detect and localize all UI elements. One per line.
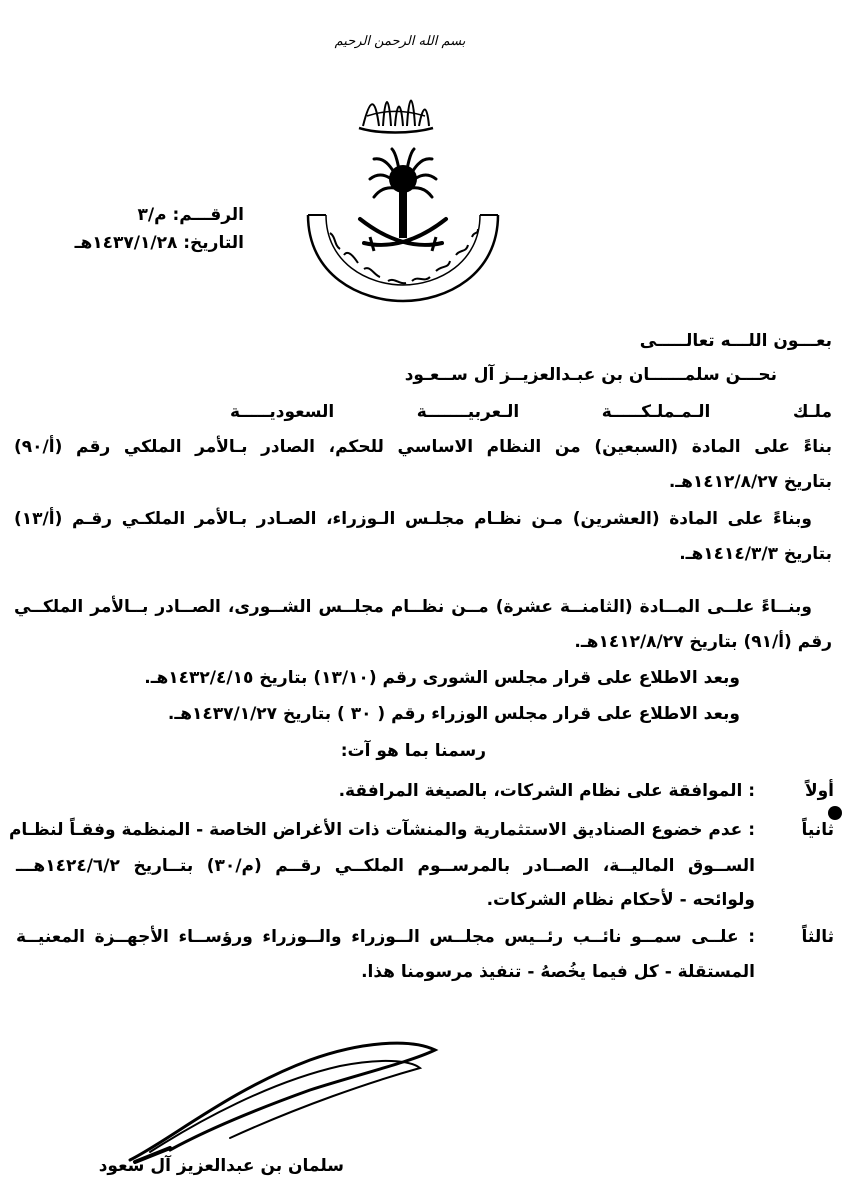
article-2-line-2: الســوق الماليــة، الصــادر بالمرســوم الملكــي رقــم (م/٣٠) بتــاريخ ١٤٢٤/٦/٢هـــ [16,856,755,876]
article-1-text: : الموافقة على نظام الشركات، بالصيغة المرافقة. [338,781,755,801]
article-1-label: أولاً [804,781,834,801]
signatory-name: سلمان بن عبدالعزيز آل سعود [98,1156,344,1176]
article-2-line-1: : عدم خضوع الصناديق الاستثمارية والمنشآت ذات الأغراض الخاصة - المنظمة وفقـاً لنظـام [8,820,755,840]
decree-number: الرقـــم: م/٣ [137,205,244,225]
recital-1-line-2: بتاريخ ١٤١٢/٨/٢٧هـ. [668,472,832,492]
recital-4: وبعد الاطلاع على قرار مجلس الشورى رقم (١٣/١٠) بتاريخ ١٤٣٢/٤/١٥هـ. [144,668,740,688]
handwritten-signature [110,1030,450,1170]
recital-2-line-2: بتاريخ ١٤١٤/٣/٣هـ. [679,544,832,564]
king-title-line: ملـك الـمـملـكـــــة الـعربيـــــــة السعوديـــــة [230,402,832,422]
decree-date: التاريخ: ١٤٣٧/١/٢٨هـ [74,233,244,253]
recital-2-line-1: وبناءً على المادة (العشرين) مـن نظـام مجلـس الـوزراء، الصـادر بـالأمر الملكـي رقـم (أ/١٣) [14,509,812,529]
decree-statement: رسمنا بما هو آت: [340,741,486,761]
kingdom-emblem [300,145,506,305]
basmala: بسم الله الرحمن الرحيم [334,34,466,49]
article-2-line-3: ولوائحه - لأحكام نظام الشركات. [486,890,755,910]
article-2-label: ثانياً [801,820,834,840]
article-3-line-1: : علــى سمــو نائــب رئــيس مجلــس الــوزراء والــوزراء ورؤســاء الأجهــزة المعنيــة [16,927,755,947]
recital-5: وبعد الاطلاع على قرار مجلس الوزراء رقم ( ٣٠ ) بتاريخ ١٤٣٧/١/٢٧هـ. [167,704,740,724]
recital-3-line-2: رقم (أ/٩١) بتاريخ ١٤١٢/٨/٢٧هـ. [574,632,832,652]
recital-1-line-1: بناءً على المادة (السبعين) من النظام الاساسي للحكم، الصادر بـالأمر الملكي رقم (أ/٩٠) [14,437,832,457]
invocation-line: بعـــون اللـــه تعالـــــى [639,331,832,351]
recital-3-line-1: وبنــاءً علــى المــادة (الثامنــة عشرة) مــن نظــام مجلــس الشــورى، الصــادر بــالأمر الملكــي [14,597,812,617]
king-name-line: نحـــن سلمــــــان بن عبـدالعزيــز آل ســعـود [404,365,777,385]
article-3-line-2: المستقلة - كل فيما يخُصهُ - تنفيذ مرسومنا هذا. [361,962,755,982]
shahada-calligraphy [345,88,445,138]
article-3-label: ثالثاً [801,927,834,947]
